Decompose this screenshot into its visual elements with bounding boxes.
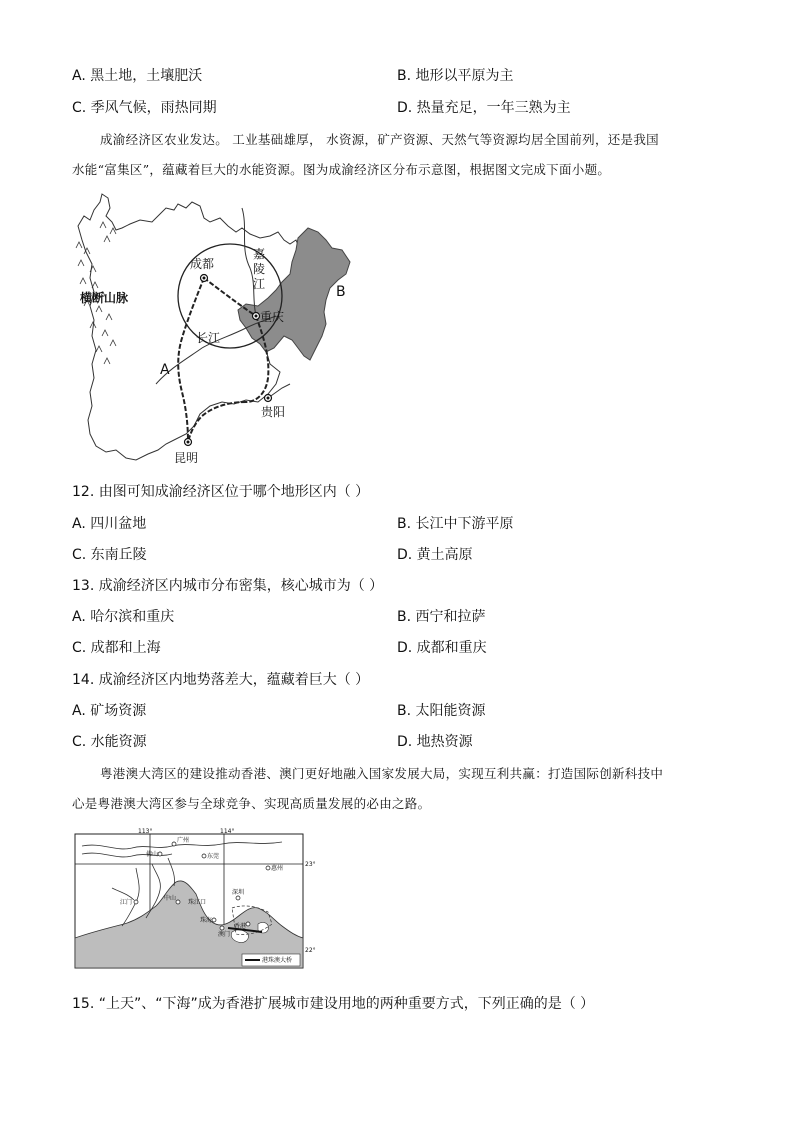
- foshan-label: 佛山: [146, 851, 159, 858]
- q13-option-c: C. 成都和上海: [72, 640, 161, 656]
- jialing-label-2: 陵: [253, 262, 266, 276]
- q13-option-b: B. 西宁和拉萨: [397, 609, 486, 625]
- hengduan-label: 横断山脉: [80, 291, 129, 305]
- q14-option-a: A. 矿场资源: [72, 703, 147, 719]
- dongguan-label: 东莞: [207, 853, 220, 860]
- lat-23-label: 23°: [305, 861, 316, 868]
- q12-stem: 12. 由图可知成渝经济区位于哪个地形区内（ ）: [72, 484, 370, 500]
- greater-bay-area-map: [72, 828, 320, 973]
- shenzhen-label: 深圳: [232, 889, 245, 896]
- q14-option-d: D. 地热资源: [397, 734, 473, 750]
- label-a: A: [160, 362, 170, 378]
- lon-113-label: 113°: [138, 828, 153, 835]
- q14-option-b: B. 太阳能资源: [397, 703, 486, 719]
- passage1-line2: 水能“富集区”，蕴藏着巨大的水能资源。图为成渝经济区分布示意图，根据图文完成下面小题。: [72, 162, 611, 177]
- legend-bridge-label: 港珠澳大桥: [262, 957, 293, 964]
- kunming-label: 昆明: [174, 451, 199, 465]
- guiyang-label: 贵阳: [261, 405, 286, 419]
- zhujiangkou-label: 珠江口: [188, 899, 207, 906]
- huizhou-label: 惠州: [271, 865, 284, 872]
- chengdu-label: 成都: [190, 257, 215, 271]
- guangzhou-label: 广州: [177, 837, 190, 844]
- zhuhai-label: 珠海: [200, 917, 213, 924]
- jialing-label-1: 嘉: [253, 247, 266, 261]
- q13-option-a: A. 哈尔滨和重庆: [72, 609, 175, 625]
- q13-option-d: D. 成都和重庆: [397, 640, 487, 656]
- label-b: B: [336, 284, 346, 300]
- chongqing-label: 重庆: [260, 310, 285, 324]
- aomen-label: 澳门: [218, 931, 231, 938]
- passage2-line1: 粤港澳大湾区的建设推动香港、澳门更好地融入国家发展大局，实现互利共赢：打造国际创新科技中: [100, 766, 664, 781]
- zhongshan-label: 中山: [164, 895, 177, 902]
- lat-22-label: 22°: [305, 947, 316, 954]
- q14-stem: 14. 成渝经济区内地势落差大，蕴藏着巨大（ ）: [72, 672, 370, 688]
- q14-option-c: C. 水能资源: [72, 734, 147, 750]
- xianggang-label: 香港: [234, 923, 247, 930]
- chengyu-economic-zone-map: [70, 188, 360, 470]
- passage2-line2: 心是粤港澳大湾区参与全球竞争、实现高质量发展的必由之路。: [72, 796, 431, 811]
- q12-option-d: D. 黄土高原: [397, 547, 473, 563]
- changjiang-label: 长江: [196, 331, 221, 345]
- lon-114-label: 114°: [220, 828, 235, 835]
- q15-stem: 15. “上天”、“下海”成为香港扩展城市建设用地的两种重要方式，下列正确的是（ ）: [72, 996, 595, 1012]
- option-a: A. 黑土地，土壤肥沃: [72, 68, 203, 84]
- q12-option-b: B. 长江中下游平原: [397, 516, 514, 532]
- jialing-label-3: 江: [253, 277, 266, 291]
- option-d: D. 热量充足，一年三熟为主: [397, 100, 571, 116]
- option-b: B. 地形以平原为主: [397, 68, 514, 84]
- jiangmen-label: 江门: [120, 899, 133, 906]
- q12-option-a: A. 四川盆地: [72, 516, 147, 532]
- q12-option-c: C. 东南丘陵: [72, 547, 147, 563]
- option-c: C. 季风气候，雨热同期: [72, 100, 217, 116]
- q13-stem: 13. 成渝经济区内城市分布密集，核心城市为（ ）: [72, 578, 384, 594]
- passage1-line1: 成渝经济区农业发达。 工业基础雄厚， 水资源，矿产资源、天然气等资源均居全国前列，还是我国: [100, 132, 659, 147]
